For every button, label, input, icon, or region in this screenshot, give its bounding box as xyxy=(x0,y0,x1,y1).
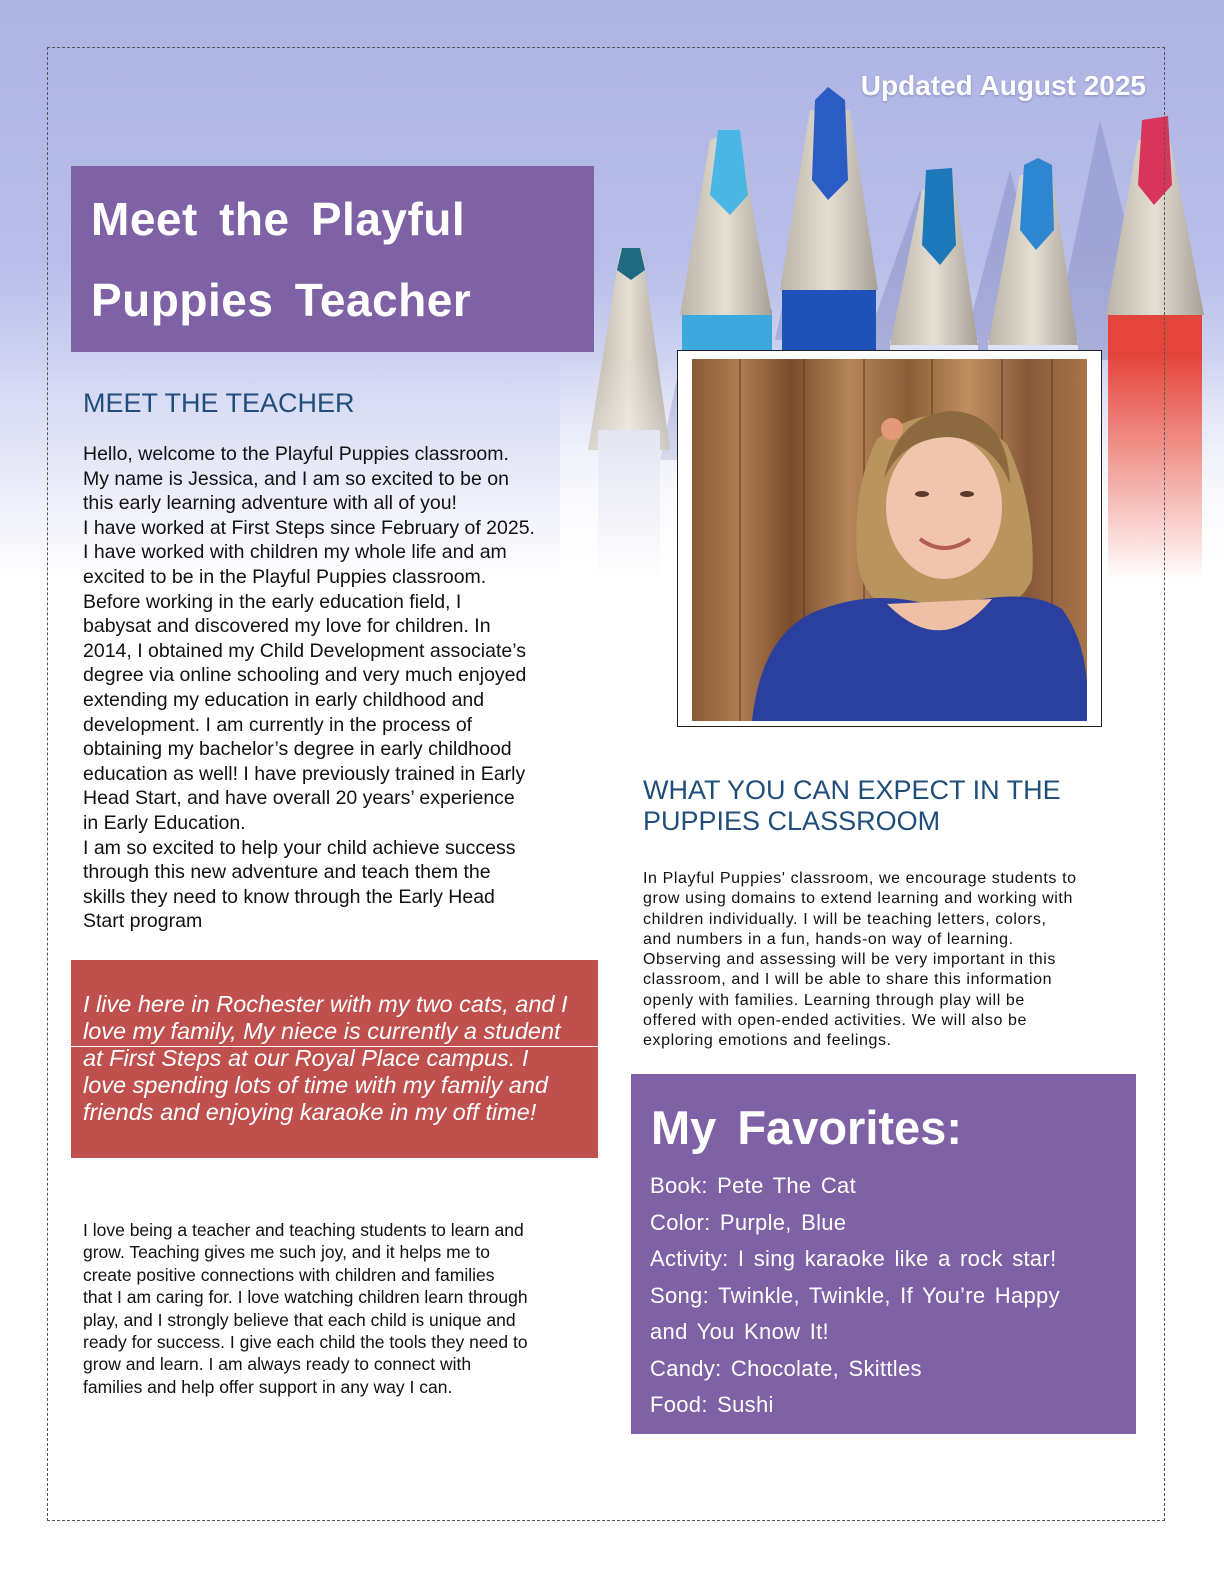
what-to-expect-body: In Playful Puppies' classroom, we encourage students to grow using domains to extend learning and working with children individually. I will be teaching letters, colors, and numbers in a fun, hands-on way of learning. Observing and assessing will be very important in this classroom, and I will be able to share this information openly with families. Learning through play will be offered with open-ended activities. We will also be exploring emotions and feelings. xyxy=(643,870,1077,1050)
favorite-song-continued: and You Know It! xyxy=(650,1319,829,1344)
personal-quote-box xyxy=(71,960,598,1158)
favorite-food: Food: Sushi xyxy=(650,1392,774,1417)
title-banner xyxy=(71,166,594,352)
teaching-philosophy-body: I love being a teacher and teaching students to learn and grow. Teaching gives me such joy, and it helps me to create positive connections with children and families that I am caring for. I love watching children learn through play, and I strongly believe that each child is unique and ready for success. I give each child the tools they need to grow and learn. I am always ready to connect with families and help offer support in any way I can. xyxy=(83,1220,528,1397)
favorite-activity: Activity: I sing karaoke like a rock star! xyxy=(650,1246,1057,1271)
favorite-book: Book: Pete The Cat xyxy=(650,1173,856,1198)
what-to-expect-heading-line-1: WHAT YOU CAN EXPECT IN THE xyxy=(643,775,1061,805)
updated-date: Updated August 2025 xyxy=(860,70,1146,101)
favorite-song: Song: Twinkle, Twinkle, If You’re Happy xyxy=(650,1283,1060,1308)
what-to-expect-heading-line-2: PUPPIES CLASSROOM xyxy=(643,806,941,836)
favorites-box xyxy=(631,1074,1136,1434)
favorite-candy: Candy: Chocolate, Skittles xyxy=(650,1356,922,1381)
page-title-line-1: Meet the Playful xyxy=(91,193,466,245)
meet-the-teacher-heading: MEET THE TEACHER xyxy=(83,388,355,418)
favorites-title: My Favorites: xyxy=(651,1101,962,1154)
personal-quote-text: I live here in Rochester with my two cats, and I love my family, My niece is currently a student at First Steps at our Royal Place campus. I love spending lots of time with my family and friends and enjoying karaoke in my off time! xyxy=(83,991,568,1125)
teacher-photo-frame xyxy=(677,350,1102,727)
page-title-line-2: Puppies Teacher xyxy=(91,274,472,326)
teacher-photo xyxy=(692,359,1087,721)
meet-the-teacher-body: Hello, welcome to the Playful Puppies classroom. My name is Jessica, and I am so excited to be on this early learning adventure with all of you! I have worked at First Steps since February of 2025. I have worked with children my whole life and am excited to be in the Playful Puppies classroom. Before working in the early education field, I babysat and discovered my love for children. In 2014, I obtained my Child Development associate’s degree via online schooling and very much enjoyed extending my education in early childhood and development. I am currently in the process of obtaining my bachelor’s degree in early childhood education as well! I have previously trained in Early Head Start, and have overall 20 years’ experience in Early Education. I am so excited to help your child achieve success through this new adventure and teach them the skills they need to know through the Early Head Start program xyxy=(83,443,535,933)
favorite-color: Color: Purple, Blue xyxy=(650,1210,847,1235)
